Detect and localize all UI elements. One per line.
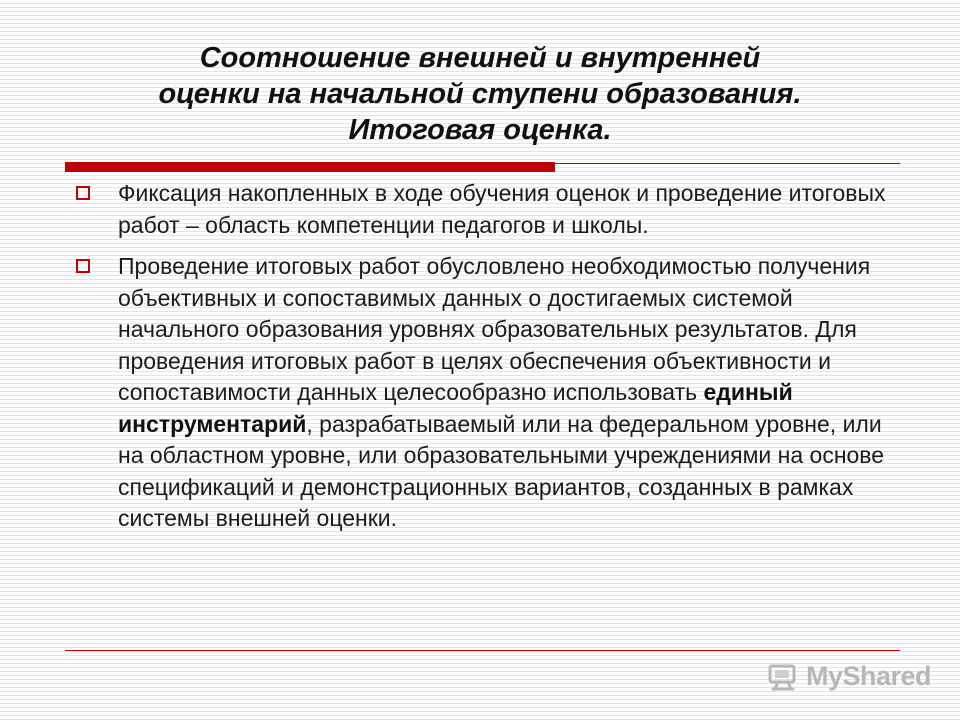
title-line-3: Итоговая оценка.	[348, 114, 612, 146]
bullet-2-text-start: Проведение итоговых работ обусловлено необходимостью получения объективных и сопоставимых данных о достигаемых системой начального образования уровнях образовательных результатов. Для проведения итоговых работ в целях обеспечения объективности и сопоставимости данных целесообразно использовать	[118, 253, 871, 405]
bullet-1-text: Фиксация накопленных в ходе обучения оценок и проведение итоговых работ – область компетенции педагогов и школы.	[118, 180, 886, 238]
bullet-2-bold-term: единый инструментарий	[118, 379, 793, 437]
watermark	[766, 656, 931, 696]
bullet-list	[72, 178, 902, 545]
bullet-item	[72, 178, 902, 241]
bullet-2-text-end: , разрабатываемый или на федеральном уровне, или на областном уровне, или образовательными учреждениями на основе спецификаций и демонстрационных вариантов, созданных в рамках системы внешней оценки.	[118, 410, 885, 531]
square-bullet-icon	[76, 186, 90, 200]
title-line-2: оценки на начальной ступени образования.	[158, 78, 802, 110]
square-bullet-icon	[76, 259, 90, 273]
title-line-1: Соотношение внешней и внутренней	[199, 42, 761, 74]
slide-title	[40, 40, 920, 148]
watermark-text: MyShared	[806, 660, 932, 691]
title-divider-thick	[65, 162, 555, 172]
bullet-text	[118, 251, 902, 535]
bottom-divider	[65, 650, 900, 651]
bullet-item	[72, 251, 902, 535]
myshared-logo-icon	[766, 659, 800, 693]
bullet-text	[118, 178, 902, 241]
